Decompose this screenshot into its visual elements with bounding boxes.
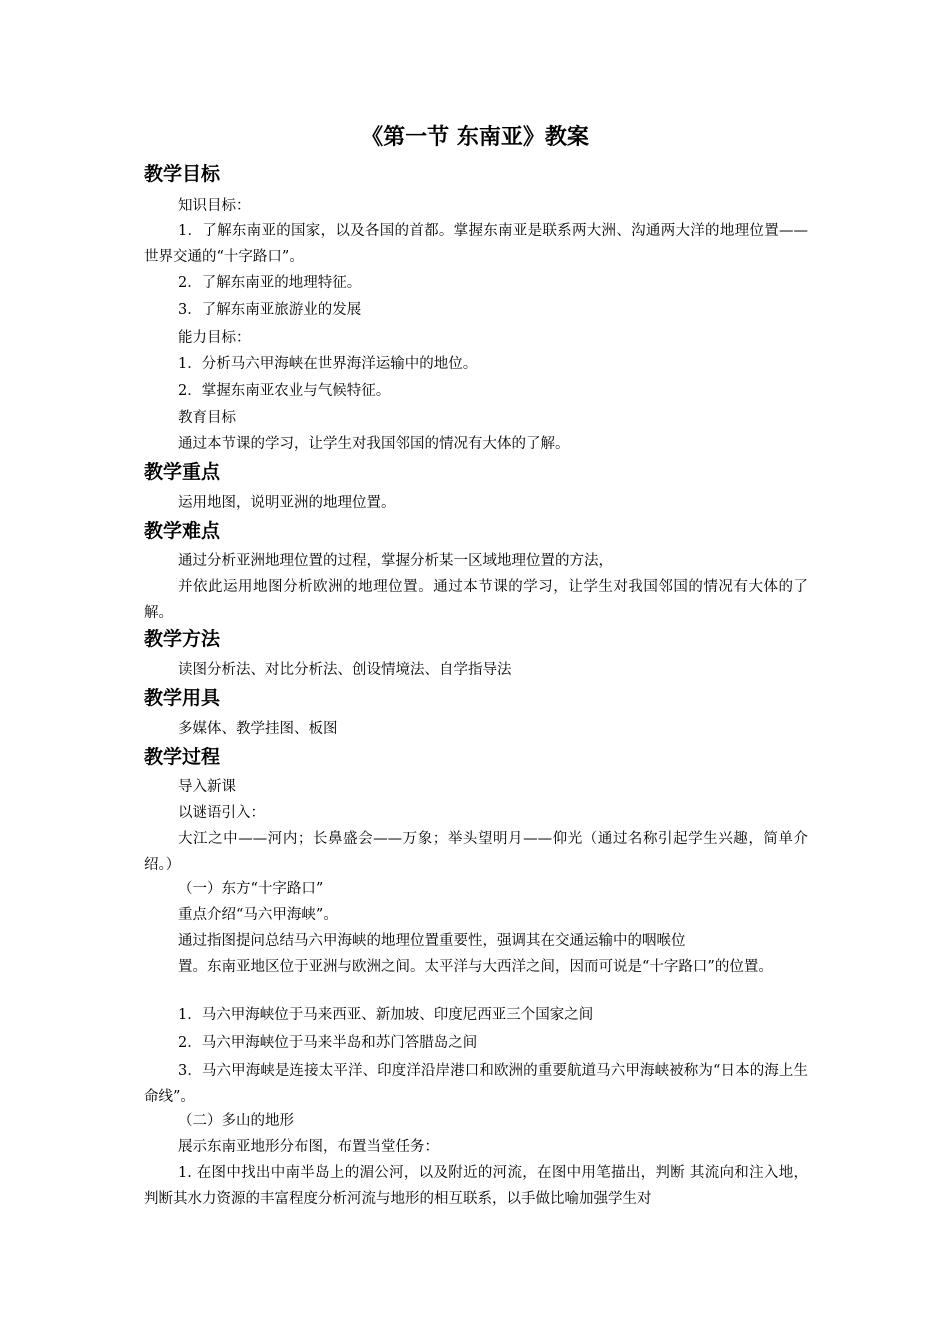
heading-difficulty: 教学难点 <box>144 520 221 542</box>
heading-process: 教学过程 <box>144 746 221 768</box>
knowledge-label: 知识目标： <box>178 198 251 214</box>
process-sub-2: （二）多山的地形 <box>178 1113 294 1129</box>
difficulty-text-2: 并依此运用地图分析欧洲的地理位置。通过本节课的学习，让学生对我国邻国的情况有大体的了解。 <box>144 579 808 621</box>
ability-item-1: 1．分析马六甲海峡在世界海洋运输中的地位。 <box>178 356 478 372</box>
process-terrain-item-1: 1. 在图中找出中南半岛上的湄公河，以及附近的河流，在图中用笔描出，判断 其流向和注入地，判断其水力资源的丰富程度分析河流与地形的相互联系，以手做比喻加强学生对 <box>144 1165 808 1207</box>
heading-tools: 教学用具 <box>144 687 221 709</box>
process-malacca-1: 1．马六甲海峡位于马来西亚、新加坡、印度尼西亚三个国家之间 <box>178 1007 594 1023</box>
knowledge-item-1: 1．了解东南亚的国家，以及各国的首都。掌握东南亚是联系两大洲、沟通两大洋的地理位置——世界交通的“十字路口”。 <box>144 223 808 265</box>
heading-focus: 教学重点 <box>144 461 221 483</box>
tools-text: 多媒体、教学挂图、板图 <box>178 721 338 737</box>
method-text: 读图分析法、对比分析法、创设情境法、自学指导法 <box>178 662 512 678</box>
knowledge-item-2: 2．了解东南亚的地理特征。 <box>178 275 362 291</box>
process-malacca-intro: 重点介绍“马六甲海峡”。 <box>178 907 338 923</box>
focus-text: 运用地图，说明亚洲的地理位置。 <box>178 495 396 511</box>
process-malacca-3: 3．马六甲海峡是连接太平洋、印度洋沿岸港口和欧洲的重要航道马六甲海峡被称为“日本的海上生命线”。 <box>144 1063 808 1105</box>
education-label: 教育目标 <box>178 410 236 426</box>
heading-goals: 教学目标 <box>144 163 221 185</box>
process-sub-1: （一）东方“十字路口” <box>178 881 324 897</box>
process-malacca-2: 2．马六甲海峡位于马来半岛和苏门答腊岛之间 <box>178 1035 478 1051</box>
knowledge-item-3: 3．了解东南亚旅游业的发展 <box>178 302 362 318</box>
ability-label: 能力目标： <box>178 330 251 346</box>
process-intro: 导入新课 <box>178 779 236 795</box>
process-location-text: 置。东南亚地区位于亚洲与欧洲之间。太平洋与大西洋之间，因而可说是“十字路口”的位置。 <box>178 959 773 975</box>
document-title: 《第一节 东南亚》教案 <box>361 124 589 150</box>
difficulty-text-1: 通过分析亚洲地理位置的过程，掌握分析某一区域地理位置的方法， <box>178 553 613 569</box>
process-terrain-task: 展示东南亚地形分布图，布置当堂任务： <box>178 1139 439 1155</box>
ability-item-2: 2．掌握东南亚农业与气候特征。 <box>178 383 391 399</box>
process-riddle-label: 以谜语引入： <box>178 805 265 821</box>
process-malacca-summary: 通过指图提问总结马六甲海峡的地理位置重要性，强调其在交通运输中的咽喉位 <box>178 933 686 949</box>
process-riddles: 大江之中——河内；长鼻盛会——万象；举头望明月——仰光（通过名称引起学生兴趣，简单介绍。） <box>144 831 808 873</box>
heading-method: 教学方法 <box>144 628 221 650</box>
education-item-1: 通过本节课的学习，让学生对我国邻国的情况有大体的了解。 <box>178 436 570 452</box>
